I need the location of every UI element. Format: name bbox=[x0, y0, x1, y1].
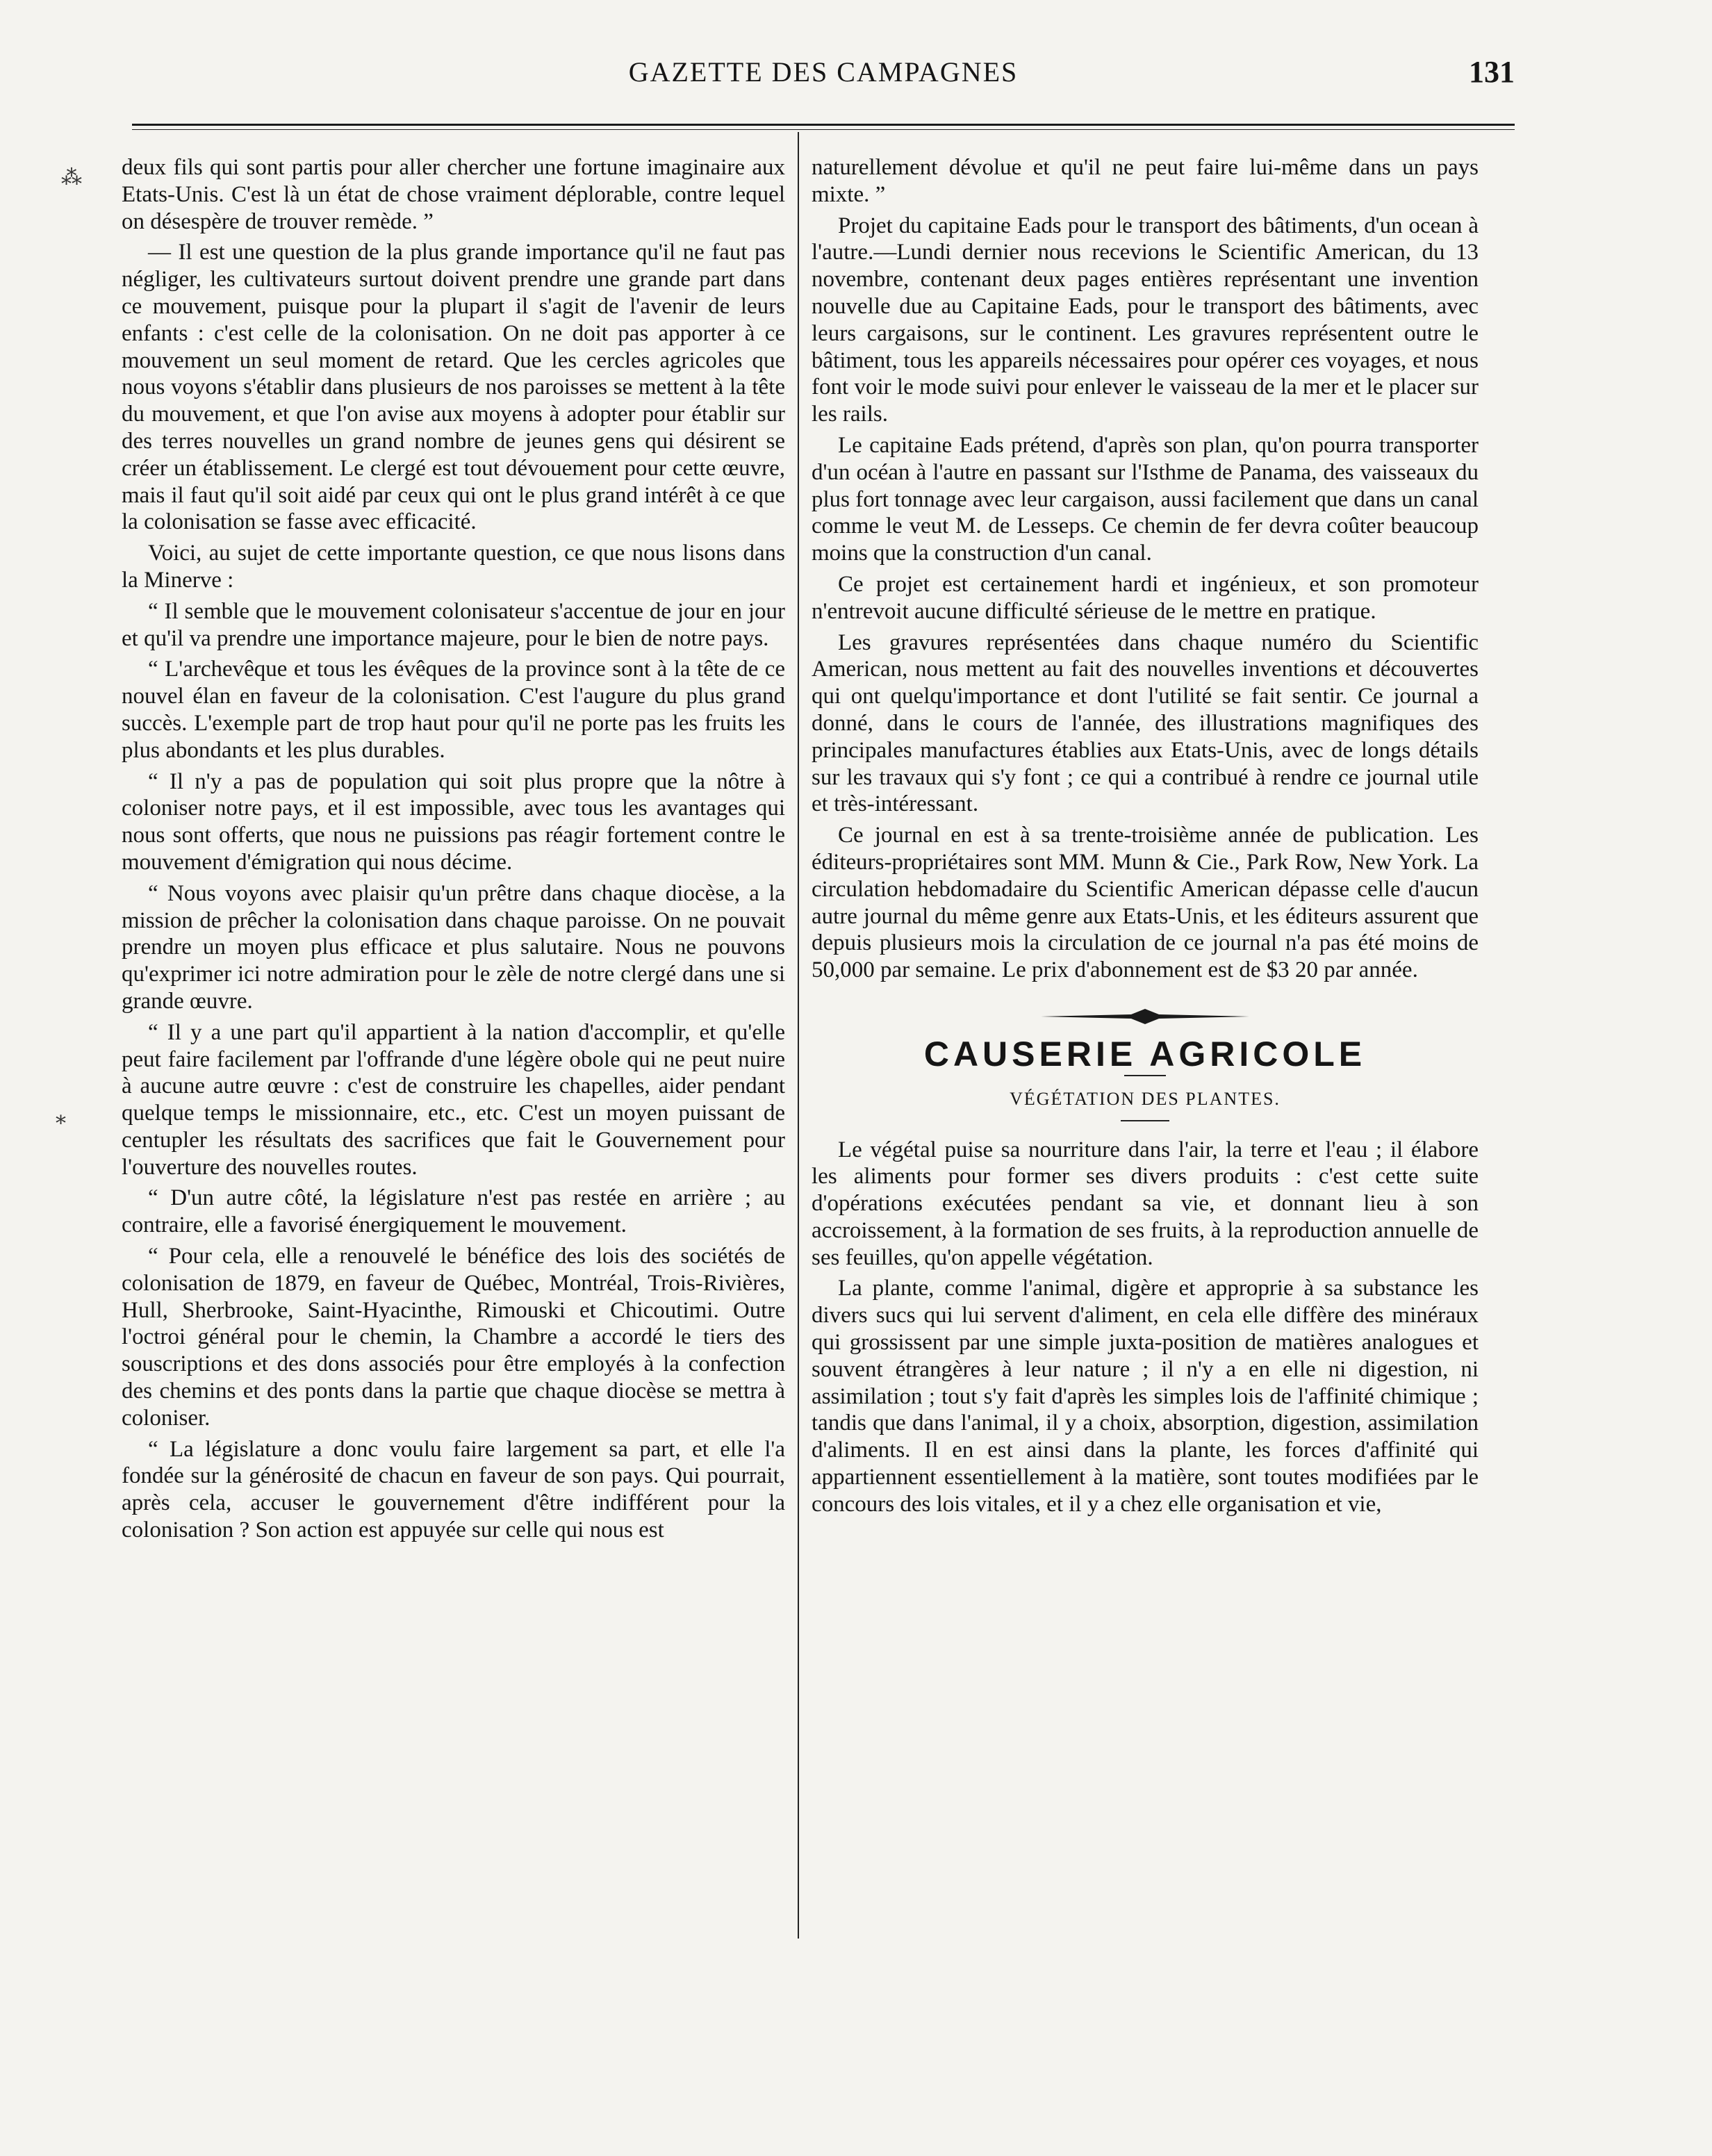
header-rule bbox=[132, 124, 1515, 126]
quote-paragraph: “ La législature a donc voulu faire largement sa part, et elle l'a fondée sur la générosité de chacun en faveur de son pays. Qui pourrait, après cela, accuser le gouvernement d'être indifférent pour la colonisation ? Son action est appuyée sur celle qui nous est bbox=[122, 1436, 785, 1543]
running-head-title: GAZETTE DES CAMPAGNES bbox=[628, 56, 1019, 88]
quote-paragraph: “ Nous voyons avec plaisir qu'un prêtre dans chaque diocèse, a la mission de prêcher la colonisation dans chaque paroisse. On ne pouvait prendre un moyen plus efficace et plus salutaire. Nous ne pouvons qu'exprimer ici notre admiration pour le zèle de notre clergé dans une si grande œuvre. bbox=[122, 880, 785, 1014]
margin-mark-icon: ⁎ bbox=[56, 1105, 66, 1128]
article-paragraph: La plante, comme l'animal, digère et approprie à sa substance les divers sucs qui lui servent d'aliment, en cela elle diffère des minéraux qui grossissent par une simple juxta-position de matières analogues et souvent étrangères à leur nature ; il n'y a en elle ni digestion, ni assimilation ; tout s'y fait d'après les simples lois de l'affinité chimique ; tandis que dans l'animal, il y a choix, absorption, digestion, assimilation d'aliments. Il en est ainsi dans la plante, les forces d'affinité qui appartiennent essentiellement à la matière, sont toutes modifiées par le concours des lois vitales, et il y a chez elle organisation et vie, bbox=[812, 1276, 1479, 1517]
column-divider bbox=[798, 132, 799, 1939]
margin-mark-icon: ⁂ bbox=[61, 166, 82, 189]
paragraph: naturellement dévolue et qu'il ne peut faire lui-même dans un pays mixte. ” bbox=[812, 155, 1479, 207]
quote-paragraph: “ D'un autre côté, la législature n'est pas restée en arrière ; au contraire, elle a favorisé énergiquement le mouvement. bbox=[122, 1185, 785, 1238]
article-paragraph: Le végétal puise sa nourriture dans l'air, la terre et l'eau ; il élabore les aliments pour former ses divers produits : c'est cette suite d'opérations exécutées pendant sa vie, et donnant lieu à son accroissement, à la formation de ses fruits, à la reproduction annuelle de ses feuilles, qu'on appelle végétation. bbox=[812, 1137, 1479, 1270]
quote-paragraph: “ Il semble que le mouvement colonisateur s'accentue de jour en jour et qu'il va prendre une importance majeure, pour le bien de notre pays. bbox=[122, 598, 785, 651]
article-paragraph: Ce projet est certainement hardi et ingénieux, et son promoteur n'entrevoit aucune difficulté sérieuse de le mettre en pratique. bbox=[812, 571, 1479, 624]
page-number: 131 bbox=[1469, 55, 1515, 89]
paragraph: — Il est une question de la plus grande importance qu'il ne faut pas négliger, les cultivateurs surtout doivent prendre une grande part dans ce mouvement, puisque pour la plupart il s'agit de l'avenir de leurs enfants : c'est celle de la colonisation. On ne doit pas apporter à ce mouvement un seul moment de retard. Que les cercles agricoles que nous voyons s'établir dans plusieurs de nos paroisses se mettent à la tête du mouvement, et que l'on avise aux moyens à adopter pour établir sur des terres nouvelles un grand nombre de jeunes gens qui désirent se créer un établissement. Le clergé est tout dévouement pour cette œuvre, mais il faut qu'il soit aidé par ceux qui ont le plus grand intérêt à ce que la colonisation se fasse avec efficacité. bbox=[122, 240, 785, 535]
quote-paragraph: “ Il y a une part qu'il appartient à la nation d'accomplir, et qu'elle peut faire facilement par l'offrande d'une légère obole qui ne peut nuire à aucune autre œuvre : c'est de construire les chapelles, aider pendant quelque temps le missionnaire, etc., etc. C'est un moyen puissant de centupler les résultats des sacrifices que fait le Gouvernement pour l'ouverture des nouvelles routes. bbox=[122, 1019, 785, 1180]
article-paragraph: Projet du capitaine Eads pour le transport des bâtiments, d'un ocean à l'autre.—Lundi dernier nous recevions le Scientific American, du 13 novembre, contenant deux pages entières représentant une invention nouvelle due au Capitaine Eads, pour le transport des bâtiments, avec leurs cargaisons, sur le continent. Les gravures représentent outre le bâtiment, tous les appareils nécessaires pour opérer ces voyages, et nous font voir le mode suivi pour enlever le vaisseau de la mer et le placer sur les rails. bbox=[812, 213, 1479, 427]
article-paragraph: Ce journal en est à sa trente-troisième année de publication. Les éditeurs-propriétaires sont MM. Munn & Cie., Park Row, New York. La circulation hebdomadaire du Scientific American dépasse celle d'aucun autre journal du même genre aux Etats-Unis, et les éditeurs assurent que depuis plusieurs mois la circulation de ce journal n'a pas été moins de 50,000 par semaine. Le prix d'abonnement est de $3 20 par année. bbox=[812, 823, 1479, 983]
quote-paragraph: “ L'archevêque et tous les évêques de la province sont à la tête de ce nouvel élan en faveur de la colonisation. C'est l'augure du plus grand succès. L'exemple part de trop haut pour qu'il ne porte pas les fruits les plus abondants et les plus durables. bbox=[122, 657, 785, 763]
paragraph: Voici, au sujet de cette importante question, ce que nous lisons dans la Minerve : bbox=[122, 541, 785, 593]
section-rule bbox=[1124, 1075, 1166, 1076]
page-header bbox=[132, 49, 1515, 97]
section-title: CAUSERIE AGRICOLE bbox=[923, 1034, 1367, 1073]
article-paragraph: Les gravures représentées dans chaque numéro du Scientific American, nous mettent au fait des nouvelles inventions et découvertes qui ont quelqu'importance et dont l'utilité se fait sentir. Ce journal a donné, dans le cours de l'année, des illustrations magnifiques des principales manufactures établies aux Etats-Unis, avec de longs détails sur les travaux qui s'y font ; ce qui a contribué à rendre ce journal utile et très-intéressant. bbox=[812, 629, 1479, 817]
subsection-rule bbox=[1121, 1120, 1169, 1121]
section-ornament-icon bbox=[1041, 1007, 1249, 1026]
subsection-title: VÉGÉTATION DES PLANTES. bbox=[1010, 1088, 1281, 1109]
quote-paragraph: “ Pour cela, elle a renouvelé le bénéfice des lois des sociétés de colonisation de 1879, en faveur de Québec, Montréal, Trois-Rivières, Hull, Sherbrooke, Saint-Hyacinthe, Rimouski et Chicoutimi. Outre l'octroi général pour le chemin, la Chambre a accordé le tiers des souscriptions et des dons associés pour être employés à la confection des chemins et des ponts dans la partie que chaque diocèse se mettra à coloniser. bbox=[122, 1244, 785, 1431]
left-column bbox=[122, 154, 785, 1548]
paragraph: deux fils qui sont partis pour aller chercher une fortune imaginaire aux Etats-Unis. C'est là un état de chose vraiment déplorable, contre lequel on désespère de trouver remède. ” bbox=[122, 155, 785, 234]
right-column bbox=[812, 154, 1479, 1522]
article-paragraph: Le capitaine Eads prétend, d'après son plan, qu'on pourra transporter d'un océan à l'autre en passant sur l'Isthme de Panama, des vaisseaux du plus fort tonnage avec leur cargaison, aussi facilement que dans un canal comme le veut M. de Lesseps. Ce chemin de fer devra coûter beaucoup moins que la construction d'un canal. bbox=[812, 432, 1479, 566]
header-rule-thin bbox=[132, 129, 1515, 130]
quote-paragraph: “ Il n'y a pas de population qui soit plus propre que la nôtre à coloniser notre pays, et il est impossible, avec tous les avantages qui nous sont offerts, que nous ne puissions pas réagir fortement contre le mouvement d'émigration qui nous décime. bbox=[122, 768, 785, 875]
